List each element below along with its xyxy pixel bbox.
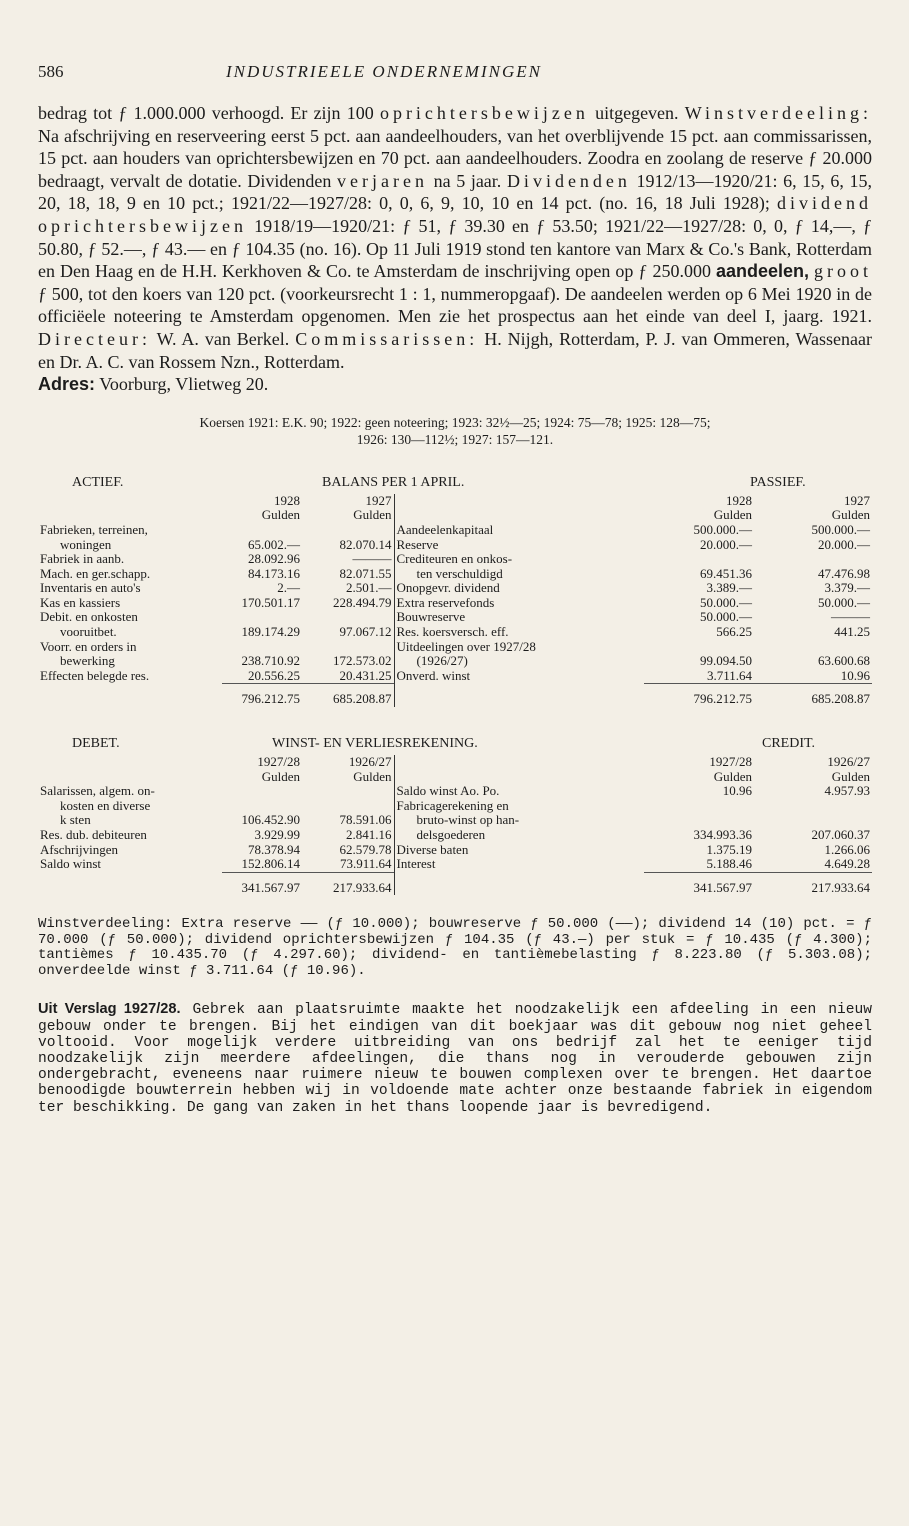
column-unit: Gulden — [831, 507, 870, 523]
page — [38, 52, 872, 1116]
spaced-term: Dividenden — [506, 170, 631, 191]
price-history — [38, 414, 872, 448]
profit-loss-account — [38, 737, 872, 895]
profit-distribution: Winstverdeeling: Extra reserve —— (ƒ 10.000); bouwreserve ƒ 50.000 (——); dividend 14 (10) pct. = ƒ 70.000 (ƒ 50.000); dividend oprichtersbewijzen ƒ 104.35 (ƒ 43.—) per stuk = ƒ 10.435 (ƒ 4.300); tantièmes ƒ 10.435.70 (ƒ 4.297.60); dividend- en tantièmebelasting ƒ 8.223.80 (ƒ 5.303.08); onverdeelde winst ƒ 3.711.64 (ƒ 10.96). — [38, 916, 872, 979]
row-label: Extra reservefonds — [394, 596, 644, 611]
row-value — [222, 799, 302, 814]
row-value: ——— — [352, 551, 392, 567]
row-label: vooruitbet. — [60, 624, 117, 640]
text-run: 1912/13—1920/21: 6, 15, 6, 15, 20, 18, 18, 9 en 10 pct.; 1921/22—1927/28: 0, 0, 6, 9, 10, 10 en 14 pct. (no. 16, 18 Juli 1928); — [38, 170, 873, 214]
column-unit: Gulden — [713, 507, 752, 523]
text-run: na 5 jaar. — [433, 170, 502, 191]
row-value — [644, 813, 754, 828]
profit-loss-header — [38, 737, 872, 755]
credit-title: CREDIT. — [762, 736, 816, 752]
row-label: k sten — [60, 812, 91, 828]
row-value: 4.957.93 — [824, 783, 870, 799]
address-label: Adres: — [38, 374, 96, 395]
row-label: Bouwreserve — [394, 610, 644, 625]
row-value — [754, 640, 872, 655]
column-unit: Gulden — [353, 507, 392, 523]
row-value: 189.174.29 — [241, 624, 300, 640]
running-title: INDUSTRIEELE ONDERNEMINGEN — [226, 62, 542, 81]
text-run: H. Nijgh, Rotterdam, P. J. van Ommeren, Wassenaar en Dr. A. C. van Rossem Nzn., Rotterdam. — [38, 328, 873, 372]
row-label: ten verschuldigd — [394, 567, 644, 582]
text-run: W. A. van Berkel. — [156, 328, 290, 349]
row-value: 566.25 — [716, 624, 752, 640]
report-label: Uit Verslag 1927/28. — [38, 1001, 181, 1018]
table-row — [38, 828, 872, 843]
row-value: 10.96 — [840, 667, 870, 683]
column-year: 1926/27 — [827, 754, 870, 770]
row-value: 62.579.78 — [339, 841, 392, 857]
row-label: Onverd. winst — [394, 669, 644, 684]
row-value: 20.000.— — [818, 536, 870, 552]
report-text: Gebrek aan plaatsruimte maakte het noodzakelijk een afdeeling in een nieuw gebouw onder te brengen. Bij het eindigen van dit boekjaar was dit gebouw nog niet geheel voltooid. Voor mogelijk verdere uitbreiding van ons bedrijf zal het te eeniger tijd noodzakelijk zijn meerdere afdeelingen, die thans nog in verouderde gebouwen zijn ondergebracht, eveneens naar ruimere nieuw te bouwen complexen over te brengen. Het daartoe benoodigde bouwterrein hebben wij in voldoende mate achter onze bestaande fabriek in eigendom ter beschikking. De gang van zaken in het thans loopende jaar is bevredigend. — [38, 1002, 872, 1116]
row-value: 28.092.96 — [248, 551, 300, 567]
row-value — [302, 640, 394, 655]
row-value — [754, 813, 872, 828]
row-value: 207.060.37 — [811, 827, 870, 842]
row-value: 2.501.— — [346, 580, 392, 596]
total-value: 341.567.97 — [644, 872, 754, 895]
row-value: 4.649.28 — [824, 856, 870, 872]
row-value: 20.556.25 — [248, 667, 300, 683]
row-label: Onopgevr. dividend — [394, 581, 644, 596]
row-value: 73.911.64 — [339, 856, 392, 872]
row-value: 441.25 — [834, 624, 870, 640]
row-value — [302, 610, 394, 625]
table-row — [38, 813, 872, 828]
row-label: Afschrijvingen — [40, 841, 118, 857]
column-year: 1927 — [844, 492, 870, 508]
total-value: 796.212.75 — [222, 684, 302, 707]
row-value: 65.002.— — [248, 536, 300, 552]
table-row — [38, 843, 872, 858]
row-value: 1.266.06 — [824, 841, 870, 857]
row-value: 2.841.16 — [346, 827, 392, 842]
table-row — [38, 625, 872, 640]
row-label: Voorr. en orders in — [40, 638, 137, 654]
row-value: 50.000.— — [700, 609, 752, 625]
row-label: Res. dub. debiteuren — [40, 827, 147, 842]
column-unit: Gulden — [713, 768, 752, 784]
row-value: 47.476.98 — [818, 565, 870, 581]
row-label: Aandeelenkapitaal — [394, 523, 644, 538]
row-value: 1.375.19 — [706, 841, 752, 857]
row-value: 500.000.— — [693, 521, 752, 537]
row-value — [222, 523, 302, 538]
row-value: 500.000.— — [811, 521, 870, 537]
row-label: Uitdeelingen over 1927/28 — [394, 640, 644, 655]
row-value: 82.071.55 — [339, 565, 392, 581]
row-value: 172.573.02 — [333, 653, 392, 669]
column-year: 1928 — [274, 492, 300, 508]
row-value: 3.379.— — [824, 580, 870, 596]
row-value: 3.389.— — [706, 580, 752, 596]
row-value: 106.452.90 — [241, 812, 300, 828]
row-label: woningen — [60, 536, 112, 552]
spaced-term: Winstverdeeling: — [684, 103, 872, 123]
row-value: 152.806.14 — [241, 856, 300, 872]
company-description — [38, 102, 872, 396]
row-label: Saldo winst Ao. Po. — [394, 784, 644, 799]
text-run: uitgegeven. — [595, 103, 679, 123]
row-label: Fabriek in aanb. — [40, 551, 125, 567]
total-value: 685.208.87 — [302, 684, 394, 707]
address-value: Voorburg, Vlietweg 20. — [99, 374, 269, 395]
row-label: Salarissen, algem. on- — [40, 783, 155, 799]
row-label: Fabrieken, terreinen, — [40, 521, 148, 537]
text-run: ƒ 500, tot den koers van 120 pct. (voorkeursrecht 1 : 1, nummeropgaaf). De aandeelen werden op 6 Mei 1920 in de officiëele noteering te Amsterdam opgenomen. Men zie het prospectus aan het einde van deel I, jaarg. 1921. — [38, 283, 872, 327]
row-value — [222, 784, 302, 799]
bold-term: aandeelen, — [715, 261, 810, 282]
column-year: 1927 — [365, 492, 392, 508]
table-row — [38, 799, 872, 814]
description-paragraph — [38, 102, 872, 373]
balance-rows — [38, 523, 872, 684]
table-row — [38, 581, 872, 596]
balance-table — [38, 494, 872, 707]
table-row — [38, 640, 872, 655]
row-label: Res. koersversch. eff. — [394, 625, 644, 640]
row-label: bruto-winst op han- — [394, 813, 644, 828]
balance-header — [38, 476, 872, 494]
page-number: 586 — [38, 62, 64, 81]
row-label: Fabricagerekening en — [394, 799, 644, 814]
debet-title: DEBET. — [72, 736, 120, 752]
row-value — [754, 799, 872, 814]
profit-loss-rows — [38, 784, 872, 872]
profit-loss-table — [38, 755, 872, 895]
row-value: 82.070.14 — [339, 536, 392, 552]
spaced-term: Commissarissen: — [295, 328, 479, 349]
text-run: Na afschrijving en reserveering eerst 5 pct. aan aandeelhouders, van het overblijvende 15 pct. aan commissarissen, 15 pct. aan houders van oprichtersbewijzen en 70 pct. aan aandeelhouders. Zoodra en zoolang de reserve ƒ 20.000 bedraagt, vervalt de dotatie. Dividenden — [38, 125, 872, 191]
row-value: 78.378.94 — [248, 841, 300, 857]
table-row — [38, 538, 872, 553]
table-row — [38, 567, 872, 582]
spaced-term: Directeur: — [38, 328, 151, 349]
row-label: Mach. en ger.schapp. — [40, 565, 151, 581]
row-value — [644, 799, 754, 814]
row-value: ——— — [831, 609, 870, 625]
column-unit: Gulden — [353, 768, 392, 784]
column-unit: Gulden — [261, 507, 300, 523]
row-value — [754, 552, 872, 567]
row-value: 99.094.50 — [700, 653, 752, 669]
row-value: 78.591.06 — [339, 812, 392, 828]
row-label: Reserve — [394, 538, 644, 553]
row-value: 10.96 — [722, 783, 752, 799]
total-value: 685.208.87 — [754, 684, 872, 707]
column-year: 1927/28 — [709, 754, 752, 770]
row-label: (1926/27) — [394, 654, 644, 669]
row-value: 97.067.12 — [339, 624, 392, 640]
row-label: Inventaris en auto's — [40, 580, 141, 596]
row-label: Saldo winst — [40, 856, 102, 872]
row-label: Kas en kassiers — [40, 594, 121, 610]
row-label: Crediteuren en onkos- — [394, 552, 644, 567]
spaced-term: verjaren — [337, 170, 428, 191]
actief-title: ACTIEF. — [72, 474, 124, 490]
balance-sheet — [38, 476, 872, 707]
row-label: Interest — [394, 857, 644, 872]
table-row — [38, 552, 872, 567]
table-row — [38, 669, 872, 684]
row-value: 3.711.64 — [706, 667, 752, 683]
spaced-term: groot — [814, 261, 873, 282]
row-value — [644, 552, 754, 567]
text-run: 1918/19—1920/21: ƒ 51, ƒ 39.30 en ƒ 53.50; 1921/22—1927/28: 0, 0, ƒ 14,—, ƒ 50.80, ƒ 52.—, ƒ 43.— en ƒ 104.35 (no. 16). Op 11 Juli 1919 stond ten kantore van Marx & Co.'s Bank, Rotterdam en Den Haag en de H.H. Kerkhoven & Co. te Amsterdam de inschrijving open op ƒ 250.000 — [38, 215, 873, 282]
row-value — [302, 523, 394, 538]
page-header — [38, 52, 872, 92]
spaced-term: dividend oprichtersbewijzen — [38, 193, 872, 236]
column-unit: Gulden — [261, 768, 300, 784]
profit-loss-title: WINST- EN VERLIESREKENING. — [272, 736, 478, 752]
row-value: 69.451.36 — [700, 565, 752, 581]
column-year: 1928 — [726, 492, 752, 508]
row-value — [222, 610, 302, 625]
row-value: 3.929.99 — [254, 827, 300, 842]
table-row — [38, 596, 872, 611]
row-value: 20.431.25 — [339, 667, 392, 683]
row-value: 63.600.68 — [818, 653, 870, 669]
row-value — [644, 640, 754, 655]
spaced-term: oprichtersbewijzen — [379, 103, 589, 123]
price-history-line: 1926: 130—112½; 1927: 157—121. — [356, 431, 554, 447]
column-unit: Gulden — [831, 768, 870, 784]
annual-report-excerpt — [38, 1001, 872, 1115]
row-value: 50.000.— — [700, 594, 752, 610]
table-row — [38, 784, 872, 799]
balance-title: BALANS PER 1 APRIL. — [322, 474, 465, 490]
price-history-line: Koersen 1921: E.K. 90; 1922: geen noteering; 1923: 32½—25; 1924: 75—78; 1925: 128—75; — [199, 414, 711, 430]
row-value — [222, 640, 302, 655]
total-value: 341.567.97 — [222, 872, 302, 895]
row-value: 84.173.16 — [248, 565, 300, 581]
column-year: 1927/28 — [257, 754, 300, 770]
row-value: 2.— — [277, 580, 300, 596]
table-row — [38, 523, 872, 538]
row-value: 50.000.— — [818, 594, 870, 610]
total-value: 796.212.75 — [644, 684, 754, 707]
column-year: 1926/27 — [348, 754, 392, 770]
row-label: Diverse baten — [394, 843, 644, 858]
row-value: 5.188.46 — [706, 856, 752, 872]
table-row — [38, 857, 872, 872]
address-line — [38, 373, 872, 396]
row-value — [302, 784, 394, 799]
table-row — [38, 610, 872, 625]
row-label: Debit. en onkosten — [40, 609, 138, 625]
row-label: delsgoederen — [394, 828, 644, 843]
row-label: Effecten belegde res. — [40, 667, 150, 683]
row-value: 20.000.— — [700, 536, 752, 552]
row-value — [302, 799, 394, 814]
row-value: 238.710.92 — [241, 653, 300, 669]
row-label: kosten en diverse — [60, 797, 151, 813]
row-value: 228.494.79 — [333, 594, 392, 610]
total-value: 217.933.64 — [302, 872, 394, 895]
table-row — [38, 654, 872, 669]
row-label: bewerking — [60, 653, 115, 669]
text-run: bedrag tot ƒ 1.000.000 verhoogd. Er zijn 100 — [38, 103, 374, 123]
passief-title: PASSIEF. — [750, 474, 806, 490]
row-value: 334.993.36 — [693, 827, 752, 842]
total-value: 217.933.64 — [754, 872, 872, 895]
row-value: 170.501.17 — [241, 594, 300, 610]
